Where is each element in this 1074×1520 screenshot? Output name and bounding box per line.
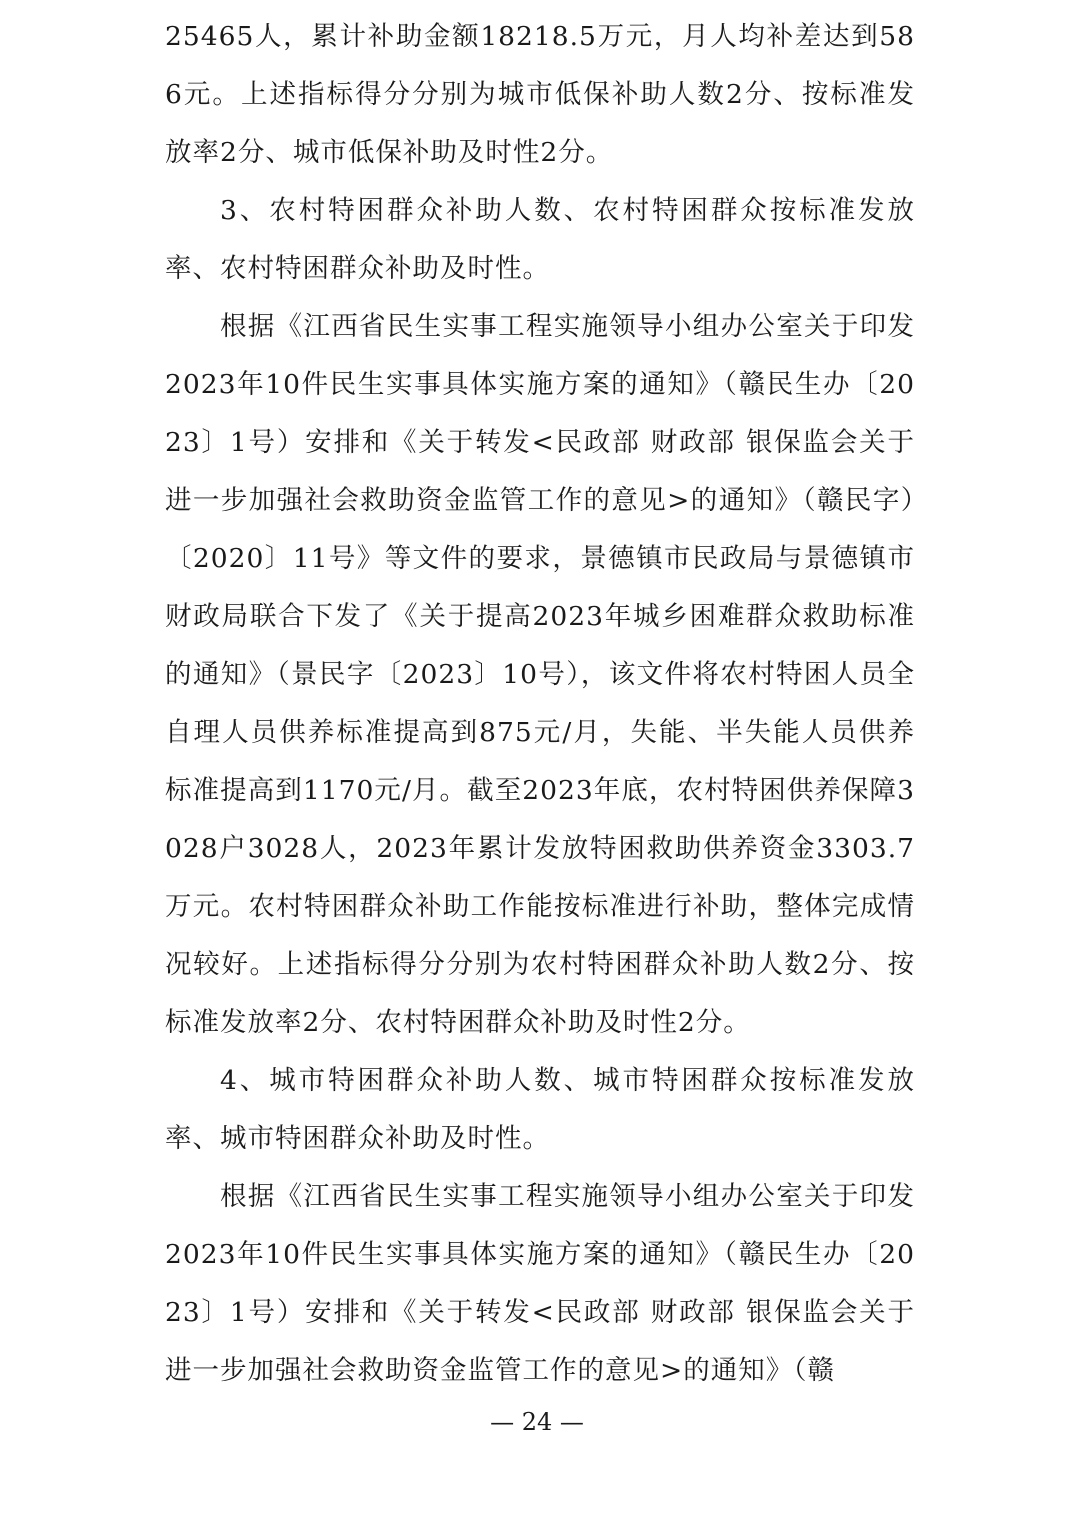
page-number: — 24 — bbox=[490, 1408, 584, 1436]
paragraph-3: 根据《江西省民生实事工程实施领导小组办公室关于印发2023年10件民生实事具体实施方案的通知》（赣民生办〔2023〕1号）安排和《关于转发<民政部 财政部 银保监会关于进一步加强社会救助资金监管工作的意见>的通知》（赣民字）〔2020〕11号》等文件的要求，景德镇市民政局与景德镇市财政局联合下发了《关于提高2023年城乡困难群众救助标准的通知》（景民字〔2023〕10号），该文件将农村特困人员全自理人员供养标准提高到875元/月，失能、半失能人员供养标准提高到1170元/月。截至2023年底，农村特困供养保障3028户3028人，2023年累计发放特困救助供养资金3303.7万元。农村特困群众补助工作能按标准进行补助，整体完成情况较好。上述指标得分分别为农村特困群众补助人数2分、按标准发放率2分、农村特困群众补助及时性2分。 bbox=[165, 311, 915, 1038]
body-text bbox=[165, 8, 915, 1400]
paragraph-4: 4、城市特困群众补助人数、城市特困群众按标准发放率、城市特困群众补助及时性。 bbox=[165, 1065, 915, 1154]
paragraph-5: 根据《江西省民生实事工程实施领导小组办公室关于印发2023年10件民生实事具体实施方案的通知》（赣民生办〔2023〕1号）安排和《关于转发<民政部 财政部 银保监会关于进一步加强社会救助资金监管工作的意见>的通知》（赣 bbox=[165, 1181, 915, 1386]
paragraph-2: 3、农村特困群众补助人数、农村特困群众按标准发放率、农村特困群众补助及时性。 bbox=[165, 195, 915, 284]
paragraph-1: 25465人，累计补助金额18218.5万元，月人均补差达到586元。上述指标得分分别为城市低保补助人数2分、按标准发放率2分、城市低保补助及时性2分。 bbox=[165, 21, 915, 168]
